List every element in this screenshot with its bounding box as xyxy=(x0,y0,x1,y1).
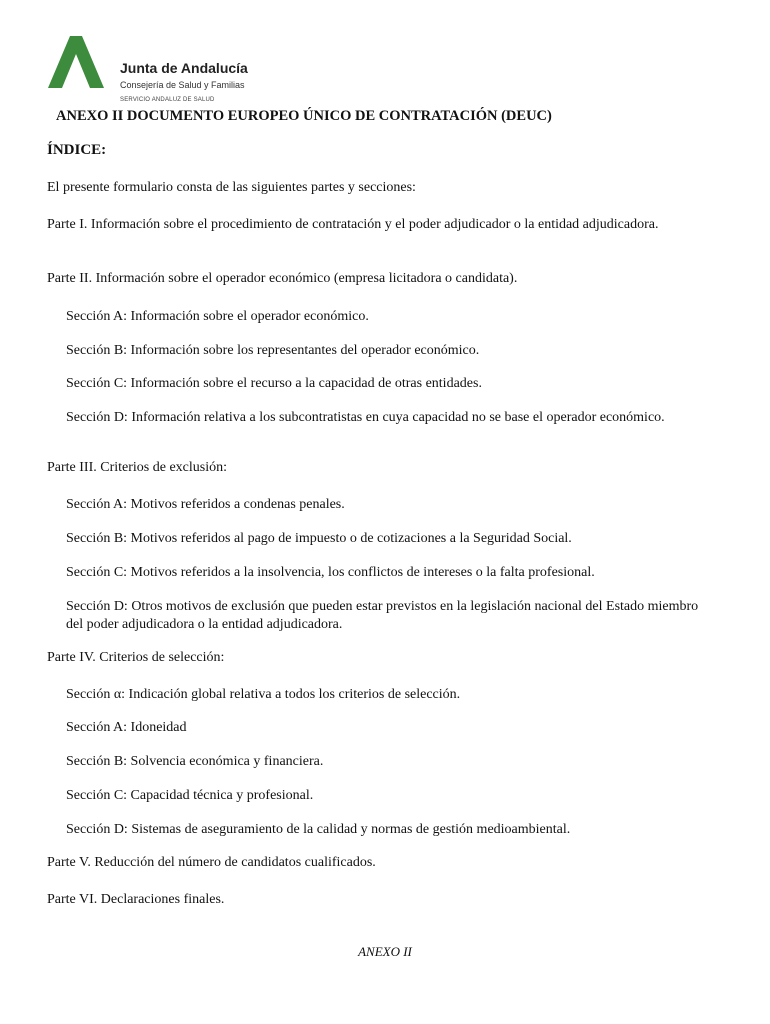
index-part-1: Parte I. Información sobre el procedimiento de contratación y el poder adjudicador o la entidad adjudicadora. xyxy=(47,217,659,232)
index-section-2b: Sección B: Información sobre los representantes del operador económico. xyxy=(66,343,480,358)
service-name: SERVICIO ANDALUZ DE SALUD xyxy=(120,97,215,103)
page-footer: ANEXO II xyxy=(358,944,412,959)
index-part-4: Parte IV. Criterios de selección: xyxy=(47,650,225,665)
index-section-4alpha: Sección α: Indicación global relativa a todos los criterios de selección. xyxy=(66,687,461,702)
index-section-3d: Sección D: Otros motivos de exclusión que pueden estar previstos en la legislación nacional del Estado miembro del poder adjudicadora o la entidad adjudicadora. xyxy=(66,599,699,632)
index-section-2d: Sección D: Información relativa a los subcontratistas en cuya capacidad no se base el operador económico. xyxy=(66,410,665,425)
index-section-2a: Sección A: Información sobre el operador económico. xyxy=(66,309,369,324)
org-name: Junta de Andalucía xyxy=(120,60,248,76)
intro-text: El presente formulario consta de las siguientes partes y secciones: xyxy=(47,180,416,195)
index-section-4c: Sección C: Capacidad técnica y profesional. xyxy=(66,788,314,803)
index-heading: ÍNDICE: xyxy=(47,142,107,158)
junta-andalucia-logo xyxy=(48,36,278,110)
department-name: Consejería de Salud y Familias xyxy=(120,80,245,90)
index-section-2c: Sección C: Información sobre el recurso a la capacidad de otras entidades. xyxy=(66,376,482,391)
index-section-3b: Sección B: Motivos referidos al pago de impuesto o de cotizaciones a la Seguridad Social. xyxy=(66,531,572,546)
index-part-2: Parte II. Información sobre el operador económico (empresa licitadora o candidata). xyxy=(47,271,518,286)
index-part-5: Parte V. Reducción del número de candidatos cualificados. xyxy=(47,855,376,870)
index-part-6: Parte VI. Declaraciones finales. xyxy=(47,892,225,907)
index-section-3c: Sección C: Motivos referidos a la insolvencia, los conflictos de intereses o la falta profesional. xyxy=(66,565,595,580)
index-section-3a: Sección A: Motivos referidos a condenas penales. xyxy=(66,497,345,512)
document-title: ANEXO II DOCUMENTO EUROPEO ÚNICO DE CONTRATACIÓN (DEUC) xyxy=(56,108,552,124)
index-section-4b: Sección B: Solvencia económica y financiera. xyxy=(66,754,324,769)
index-section-4d: Sección D: Sistemas de aseguramiento de la calidad y normas de gestión medioambiental. xyxy=(66,822,571,837)
index-section-4a: Sección A: Idoneidad xyxy=(66,720,187,735)
index-part-3: Parte III. Criterios de exclusión: xyxy=(47,460,228,475)
junta-logo-icon xyxy=(48,36,112,92)
